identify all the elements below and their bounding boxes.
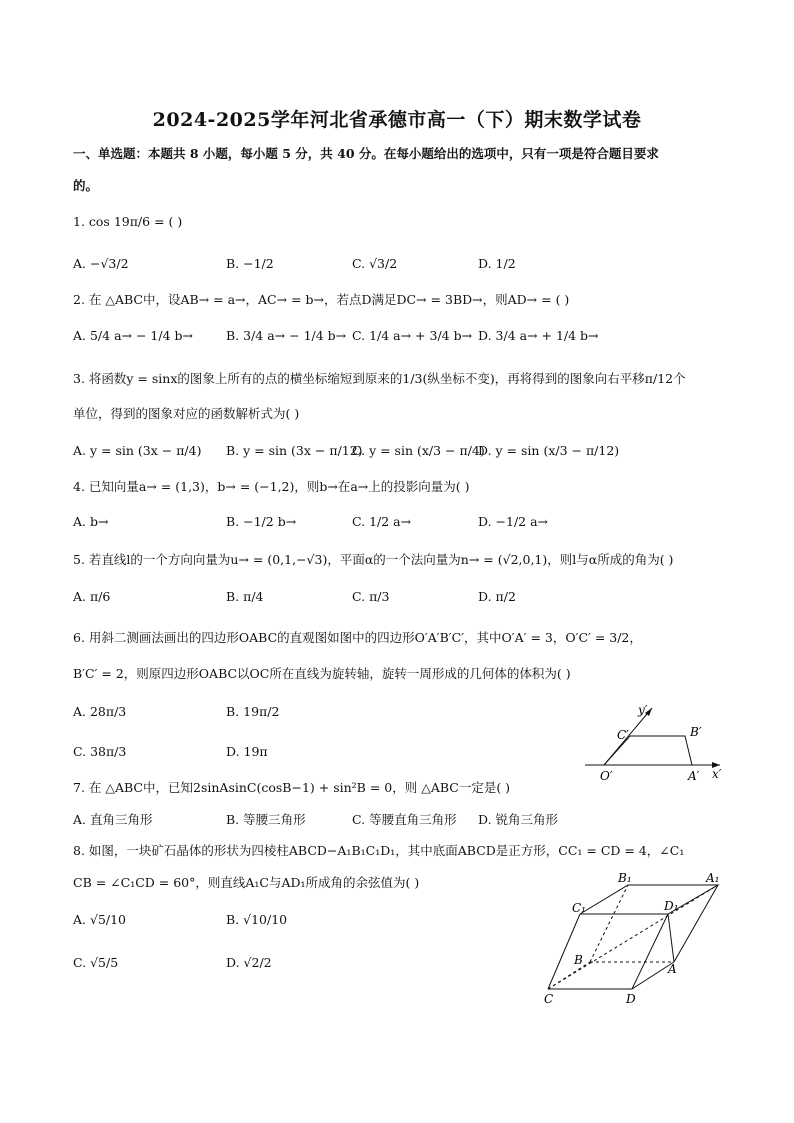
question-4-stem: 4. 已知向量a→ = (1,3)，b→ = (−1,2)，则b→在a→上的投影向量为( )	[73, 479, 470, 494]
question-3-stem-cont: 单位，得到的图象对应的函数解析式为( )	[73, 406, 300, 421]
q1-option-c: C. √3/2	[352, 256, 398, 271]
figure-q6-oblique-view	[580, 700, 750, 790]
q2-option-d: D. 3/4 a→ + 1/4 b→	[478, 328, 599, 343]
q8-option-b: B. √10/10	[226, 912, 288, 927]
q1-option-b: B. −1/2	[226, 256, 274, 271]
question-2-stem: 2. 在 △ABC中，设AB→ = a→，AC→ = b→，若点D满足DC→ = 3BD→，则AD→ = ( )	[73, 292, 570, 307]
q6-option-a: A. 28π/3	[73, 704, 127, 719]
q4-option-a: A. b→	[73, 514, 109, 529]
label-b: B	[574, 953, 583, 967]
question-3-stem: 3. 将函数y = sinx的图象上所有的点的横坐标缩短到原来的1/3(纵坐标不变)，再将得到的图象向右平移π/12个	[73, 371, 686, 386]
label-c: C	[544, 992, 554, 1006]
section-header: 一、单选题：本题共 8 小题，每小题 5 分，共 40 分。在每小题给出的选项中，只有一项是符合题目要求	[73, 146, 659, 161]
q3-option-a: A. y = sin (3x − π/4)	[73, 443, 202, 458]
label-b-prime: B′	[690, 725, 702, 739]
label-y-axis: y′	[638, 703, 648, 717]
page-title: 2024-2025学年河北省承德市高一（下）期末数学试卷	[152, 109, 642, 131]
label-a-prime: A′	[688, 769, 700, 783]
question-6-stem: 6. 用斜二测画法画出的四边形OABC的直观图如图中的四边形O′A′B′C′，其中O′A′ = 3，O′C′ = 3/2，	[73, 630, 642, 645]
q7-option-d: D. 锐角三角形	[478, 812, 559, 827]
q5-option-c: C. π/3	[352, 589, 390, 604]
q6-option-c: C. 38π/3	[73, 744, 127, 759]
question-1-stem: 1. cos 19π/6 = ( )	[73, 214, 183, 229]
q5-option-d: D. π/2	[478, 589, 516, 604]
section-header-cont: 的。	[73, 178, 99, 193]
label-d1: D₁	[664, 899, 679, 913]
q5-option-b: B. π/4	[226, 589, 264, 604]
q4-option-b: B. −1/2 b→	[226, 514, 297, 529]
label-d: D	[626, 992, 636, 1006]
label-x-axis: x′	[712, 767, 722, 781]
question-8-stem-cont: CB = ∠C₁CD = 60°，则直线A₁C与AD₁所成角的余弦值为( )	[73, 875, 420, 890]
label-b1: B₁	[618, 871, 632, 885]
q5-option-a: A. π/6	[73, 589, 111, 604]
q2-option-a: A. 5/4 a→ − 1/4 b→	[73, 328, 193, 343]
q4-option-d: D. −1/2 a→	[478, 514, 549, 529]
q4-option-c: C. 1/2 a→	[352, 514, 412, 529]
q1-option-a: A. −√3/2	[73, 256, 129, 271]
q6-option-d: D. 19π	[226, 744, 268, 759]
q3-option-c: C. y = sin (x/3 − π/4)	[352, 443, 485, 458]
q8-option-c: C. √5/5	[73, 955, 119, 970]
label-a1: A₁	[706, 871, 720, 885]
q8-option-d: D. √2/2	[226, 955, 272, 970]
figure-q8-prism	[540, 872, 740, 1007]
q7-option-b: B. 等腰三角形	[226, 812, 306, 827]
q6-option-b: B. 19π/2	[226, 704, 280, 719]
question-7-stem: 7. 在 △ABC中，已知2sinAsinC(cosB−1) + sin²B = 0，则 △ABC一定是( )	[73, 780, 511, 795]
label-c1: C₁	[572, 901, 586, 915]
q3-option-d: D. y = sin (x/3 − π/12)	[478, 443, 620, 458]
q2-option-b: B. 3/4 a→ − 1/4 b→	[226, 328, 347, 343]
label-o-prime: O′	[600, 769, 613, 783]
label-a: A	[668, 962, 677, 976]
q2-option-c: C. 1/4 a→ + 3/4 b→	[352, 328, 473, 343]
q8-option-a: A. √5/10	[73, 912, 127, 927]
question-5-stem: 5. 若直线l的一个方向向量为u→ = (0,1,−√3)，平面α的一个法向量为n→ = (√2,0,1)，则l与α所成的角为( )	[73, 552, 674, 567]
label-c-prime: C′	[617, 728, 629, 742]
q1-option-d: D. 1/2	[478, 256, 516, 271]
q3-option-b: B. y = sin (3x − π/12)	[226, 443, 363, 458]
question-8-stem: 8. 如图，一块矿石晶体的形状为四棱柱ABCD−A₁B₁C₁D₁，其中底面ABCD是正方形，CC₁ = CD = 4，∠C₁	[73, 843, 685, 858]
q7-option-a: A. 直角三角形	[73, 812, 153, 827]
q7-option-c: C. 等腰直角三角形	[352, 812, 457, 827]
question-6-stem-cont: B′C′ = 2，则原四边形OABC以OC所在直线为旋转轴，旋转一周形成的几何体的体积为( )	[73, 666, 571, 681]
